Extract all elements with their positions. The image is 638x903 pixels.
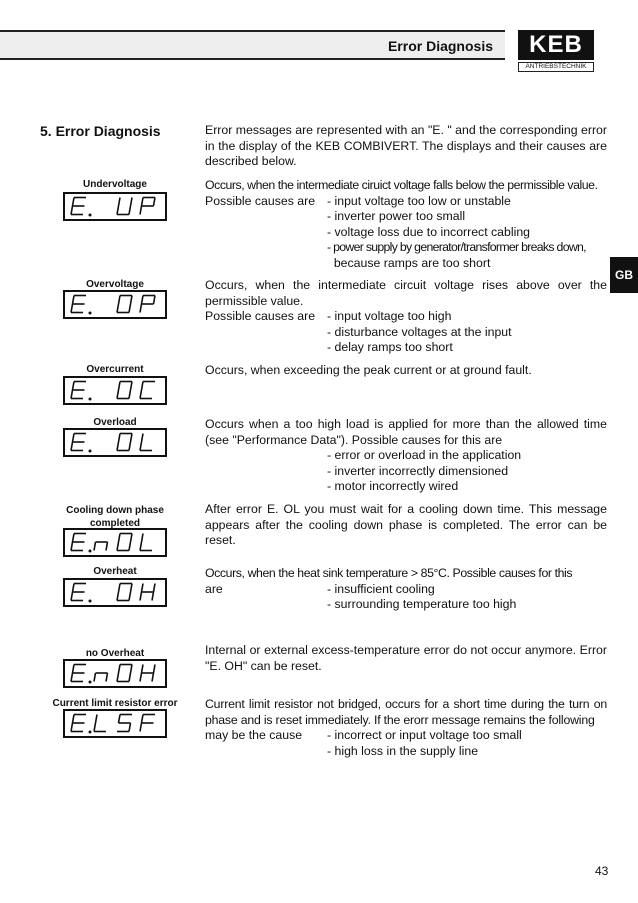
- desc-line: Internal or external excess-temperature error do not occur anymore. Error "E. OH" can be reset.: [205, 643, 607, 673]
- display-segment: [140, 542, 142, 551]
- cause-item: because ramps are too short: [327, 255, 491, 270]
- display-segment: [117, 442, 119, 451]
- label-overload: Overload: [93, 417, 137, 428]
- desc-overload: [205, 417, 607, 495]
- desc-current-limit-resistor: [205, 697, 607, 759]
- display-segment: [71, 592, 73, 601]
- display-segment: [119, 715, 121, 724]
- cause-item: - delay ramps too short: [327, 340, 453, 355]
- display-segment: [131, 584, 133, 593]
- display-decimal-point: [89, 600, 92, 603]
- display-segment: [73, 715, 75, 724]
- label-overcurrent: Overcurrent: [86, 364, 144, 375]
- display-segment: [71, 206, 73, 215]
- display-segment: [117, 673, 119, 682]
- display-e-lsf: [63, 709, 167, 738]
- desc-line: After error E. OL you must wait for a cooling down time. This message appears after the cooling down phase is completed. The error can be reset.: [205, 502, 607, 548]
- desc-overvoltage: [205, 278, 607, 356]
- desc-line: Occurs when a too high load is applied for more than the allowed time (see "Performance Data"). Possible causes for this are: [205, 417, 607, 447]
- display-segment: [140, 592, 142, 601]
- display-decimal-point: [89, 681, 92, 684]
- display-segment: [117, 390, 119, 399]
- label-cooling-down: Cooling down phase completed: [66, 505, 164, 529]
- display-segment: [131, 382, 133, 391]
- display-segment: [119, 382, 121, 391]
- cause-item: - inverter incorrectly dimensioned: [327, 463, 509, 478]
- keb-logo: KEB: [518, 30, 594, 60]
- causes-prefix: may be the cause: [205, 728, 303, 743]
- seven-segment-display: [65, 580, 165, 605]
- display-segment: [117, 304, 119, 313]
- display-segment: [129, 542, 131, 551]
- display-segment: [106, 673, 108, 682]
- logo-subtitle: ANTRIEBSTECHNIK: [518, 62, 594, 72]
- cause-item: - inverter power too small: [327, 209, 466, 224]
- display-segment: [140, 723, 142, 732]
- display-segment: [71, 723, 73, 732]
- label-overvoltage: Overvoltage: [86, 279, 144, 290]
- display-e-nol: [63, 528, 167, 557]
- display-segment: [152, 673, 154, 682]
- seven-segment-display: [65, 711, 165, 736]
- seven-segment-display: [65, 530, 165, 555]
- display-segment: [73, 534, 75, 543]
- desc-line: Occurs, when exceeding the peak current or at ground fault.: [205, 363, 532, 377]
- display-decimal-point: [89, 731, 92, 734]
- display-segment: [142, 534, 144, 543]
- display-decimal-point: [89, 214, 92, 217]
- desc-no-overheat: [205, 643, 607, 674]
- display-segment: [142, 382, 144, 391]
- display-segment: [73, 434, 75, 443]
- desc-line: Current limit resistor not bridged, occurs for a short time during the turn on phase and is reset immediately. If the erorr message remains the following: [205, 697, 607, 727]
- display-segment: [142, 715, 144, 724]
- display-segment: [152, 592, 154, 601]
- display-segment: [119, 665, 121, 674]
- language-tab-gb: GB: [610, 257, 638, 293]
- desc-line: Occurs, when the heat sink temperature > 85°C. Possible causes for this: [205, 566, 573, 580]
- display-segment: [154, 665, 156, 674]
- display-e-oh: [63, 578, 167, 607]
- display-e-noh: [63, 659, 167, 688]
- display-segment: [119, 296, 121, 305]
- display-segment: [129, 723, 131, 732]
- label-overheat: Overheat: [93, 566, 137, 577]
- display-segment: [140, 673, 142, 682]
- header-title: Error Diagnosis: [387, 38, 493, 54]
- display-segment: [71, 304, 73, 313]
- cause-item: - voltage loss due to incorrect cabling: [327, 224, 531, 239]
- display-segment: [73, 296, 75, 305]
- cause-item: - motor incorrectly wired: [327, 479, 459, 494]
- display-decimal-point: [89, 312, 92, 315]
- display-segment: [71, 390, 73, 399]
- header-bar: [0, 30, 505, 60]
- seven-segment-display: [65, 661, 165, 686]
- cause-item: - high loss in the supply line: [327, 743, 479, 758]
- desc-overcurrent: [205, 363, 607, 379]
- display-e-oc: [63, 376, 167, 405]
- display-segment: [73, 198, 75, 207]
- intro-text: [205, 123, 607, 170]
- display-segment: [106, 542, 108, 551]
- intro-paragraph: Error messages are represented with an "E. " and the corresponding error in the display of the KEB COMBIVERT. The displays and their causes are described below.: [205, 123, 607, 169]
- display-segment: [71, 442, 73, 451]
- display-decimal-point: [89, 450, 92, 453]
- display-segment: [129, 206, 131, 215]
- display-segment: [71, 673, 73, 682]
- page-number: 43: [595, 864, 609, 878]
- cause-item: - surrounding temperature too high: [327, 597, 517, 612]
- display-segment: [140, 304, 142, 313]
- display-segment: [94, 673, 96, 682]
- seven-segment-display: [65, 292, 165, 317]
- display-segment: [96, 715, 98, 724]
- display-segment: [142, 665, 144, 674]
- display-segment: [140, 390, 142, 399]
- seven-segment-display: [65, 430, 165, 455]
- cause-item: - insufficient cooling: [327, 581, 435, 596]
- desc-line: Occurs, when the intermediate circuit voltage rises above over the permissible value.: [205, 278, 607, 308]
- display-segment: [131, 665, 133, 674]
- display-segment: [131, 198, 133, 207]
- display-segment: [131, 296, 133, 305]
- display-segment: [73, 382, 75, 391]
- cause-item: - power supply by generator/transformer breaks down,: [327, 240, 586, 255]
- display-segment: [154, 296, 156, 305]
- display-segment: [142, 434, 144, 443]
- cause-item: - incorrect or input voltage too small: [327, 728, 522, 743]
- display-decimal-point: [89, 398, 92, 401]
- display-segment: [142, 584, 144, 593]
- label-undervoltage: Undervoltage: [83, 179, 147, 190]
- display-e-up: [63, 192, 167, 221]
- desc-line: Occurs, when the intermediate ciruict voltage falls below the permissible value.: [205, 178, 598, 192]
- causes-prefix: are: [205, 581, 223, 596]
- cause-item: - disturbance voltages at the input: [327, 324, 512, 339]
- section-title: 5. Error Diagnosis: [40, 123, 161, 139]
- cause-item: - error or overload in the application: [327, 448, 522, 463]
- display-segment: [129, 442, 131, 451]
- display-segment: [73, 584, 75, 593]
- display-segment: [154, 584, 156, 593]
- desc-overheat: [205, 566, 607, 613]
- display-segment: [129, 673, 131, 682]
- display-segment: [131, 434, 133, 443]
- display-segment: [154, 198, 156, 207]
- display-segment: [142, 198, 144, 207]
- causes-prefix: Possible causes are: [205, 309, 316, 324]
- display-decimal-point: [89, 550, 92, 553]
- display-e-ol: [63, 428, 167, 457]
- display-segment: [119, 434, 121, 443]
- display-segment: [140, 206, 142, 215]
- display-segment: [129, 304, 131, 313]
- display-segment: [119, 198, 121, 207]
- desc-undervoltage: [205, 178, 607, 272]
- causes-prefix: Possible causes are: [205, 193, 316, 208]
- seven-segment-display: [65, 194, 165, 219]
- cause-item: - input voltage too high: [327, 309, 452, 324]
- display-segment: [73, 665, 75, 674]
- label-no-overheat: no Overheat: [85, 648, 145, 659]
- display-segment: [129, 390, 131, 399]
- display-segment: [140, 442, 142, 451]
- display-e-op: [63, 290, 167, 319]
- display-segment: [71, 542, 73, 551]
- display-segment: [131, 534, 133, 543]
- display-segment: [142, 296, 144, 305]
- label-current-limit-resistor: Current limit resistor error: [52, 698, 178, 709]
- seven-segment-display: [65, 378, 165, 403]
- display-segment: [117, 592, 119, 601]
- cause-item: - input voltage too low or unstable: [327, 193, 511, 208]
- display-segment: [117, 542, 119, 551]
- desc-cooling-down: [205, 502, 607, 549]
- display-segment: [94, 723, 96, 732]
- display-segment: [117, 206, 119, 215]
- display-segment: [119, 584, 121, 593]
- display-segment: [129, 592, 131, 601]
- display-segment: [94, 542, 96, 551]
- display-segment: [119, 534, 121, 543]
